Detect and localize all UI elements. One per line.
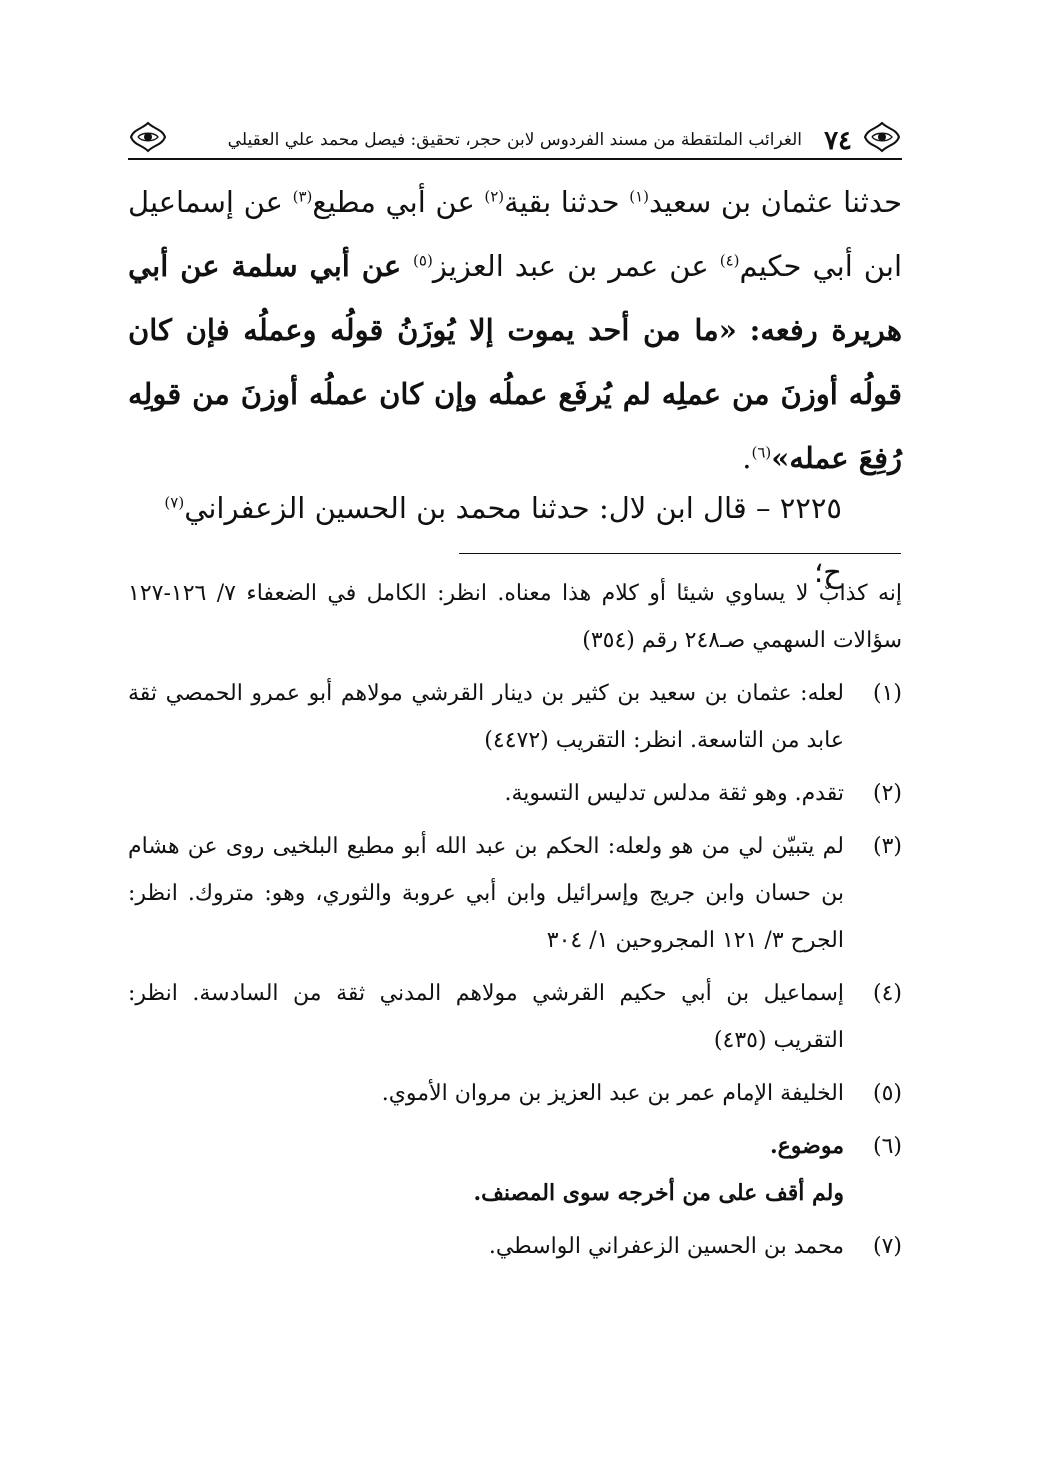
isnad-text: حدثنا بقية	[504, 185, 630, 219]
footnote-text: محمد بن الحسين الزعفراني الواسطي.	[488, 1234, 844, 1259]
footnote-5	[128, 1070, 902, 1117]
footnote-text: ولم أقف على من أخرجه سوى المصنف.	[473, 1180, 844, 1206]
footnote-continuation: إنه كذابٌ لا يساوي شيئا أو كلام هذا معناه. انظر: الكامل في الضعفاء ٧/ ١٢٦-١٢٧ سؤالات السهمي صـ٢٤٨ رقم (٣٥٤)	[128, 581, 902, 653]
footnote-7	[128, 1223, 902, 1270]
footnote-ref: (٣)	[292, 187, 313, 206]
entry-tail: ح؛	[814, 555, 842, 589]
footnote-number: (١)	[872, 681, 902, 706]
page-number: ٧٤	[824, 126, 852, 156]
footnote-separator	[459, 553, 901, 554]
footnote-ref: (٧)	[164, 493, 185, 512]
footnote-text: لعله: عثمان بن سعيد بن كثير بن دينار القرشي مولاهم أبو عمرو الحمصي ثقة عابد من التاسعة. انظر: التقريب (٤٤٧٢)	[128, 681, 844, 753]
isnad-text: عن عمر بن عبد العزيز	[432, 249, 720, 283]
entry-text: ٢٢٢٥ – قال ابن لال: حدثنا محمد بن الحسين الزعفراني	[184, 491, 842, 525]
footnote-text: تقدم. وهو ثقة مدلس تدليس التسوية.	[504, 781, 844, 806]
isnad-text: عن إسماعيل ابن أبي حكيم	[128, 185, 903, 283]
footnote-number: (٢)	[872, 781, 902, 806]
punctuation: .	[742, 441, 752, 475]
running-title: الغرائب الملتقطة من مسند الفردوس لابن حجر، تحقيق: فيصل محمد علي العقيلي	[227, 130, 802, 150]
footnotes	[128, 570, 902, 1270]
footnote-2	[128, 770, 902, 817]
footnote-verdict: موضوع.	[770, 1133, 844, 1159]
footnote-number: (٧)	[872, 1234, 902, 1259]
isnad-text: عن أبي سلمة عن أبي هريرة رفعه:	[128, 249, 902, 347]
footnote-ref: (٦)	[751, 443, 772, 462]
floral-ornament-icon	[862, 120, 902, 154]
isnad-text: حدثنا عثمان بن سعيد	[649, 185, 902, 219]
footnote-4	[128, 970, 902, 1064]
footnote-ref: (٤)	[719, 251, 740, 270]
floral-ornament-icon	[128, 120, 168, 154]
footnote-text: إسماعيل بن أبي حكيم القرشي مولاهم المدني ثقة من السادسة. انظر: التقريب (٤٣٥)	[128, 981, 844, 1053]
footnote-text: الخليفة الإمام عمر بن عبد العزيز بن مروان الأموي.	[381, 1081, 844, 1106]
footnote-ref: (١)	[629, 187, 649, 206]
footnote-3	[128, 823, 902, 964]
footnote-1	[128, 670, 902, 764]
page-header	[128, 118, 902, 158]
footnote-6	[128, 1123, 902, 1217]
footnote-number: (٤)	[872, 981, 902, 1006]
footnote-ref: (٥)	[413, 251, 433, 270]
footnote-number: (٦)	[872, 1134, 902, 1159]
footnote-text: لم يتبيّن لي من هو ولعله: الحكم بن عبد الله أبو مطيع البلخيى روى عن هشام بن حسان وابن جريج وإسرائيل وابن أبي عروبة والثوري، وهو: متروك. انظر: الجرح ٣/ ١٢١ المجروحين ١/ ٣٠٤	[128, 834, 844, 953]
footnote-number: (٥)	[872, 1081, 902, 1106]
footnote-number: (٣)	[872, 834, 902, 859]
hadith-paragraph	[128, 170, 902, 490]
isnad-text: عن أبي مطيع	[312, 185, 485, 219]
header-rule	[128, 158, 902, 160]
hadith-text: «ما من أحد يموت إلا يُوزَنُ قولُه وعملُه فإن كان قولُه أوزنَ من عملِه لم يُرفَع عملُه وإن كان عملُه أوزنَ من قولِه رُفِعَ عمله»	[128, 313, 902, 475]
footnote-ref: (٢)	[484, 187, 505, 206]
